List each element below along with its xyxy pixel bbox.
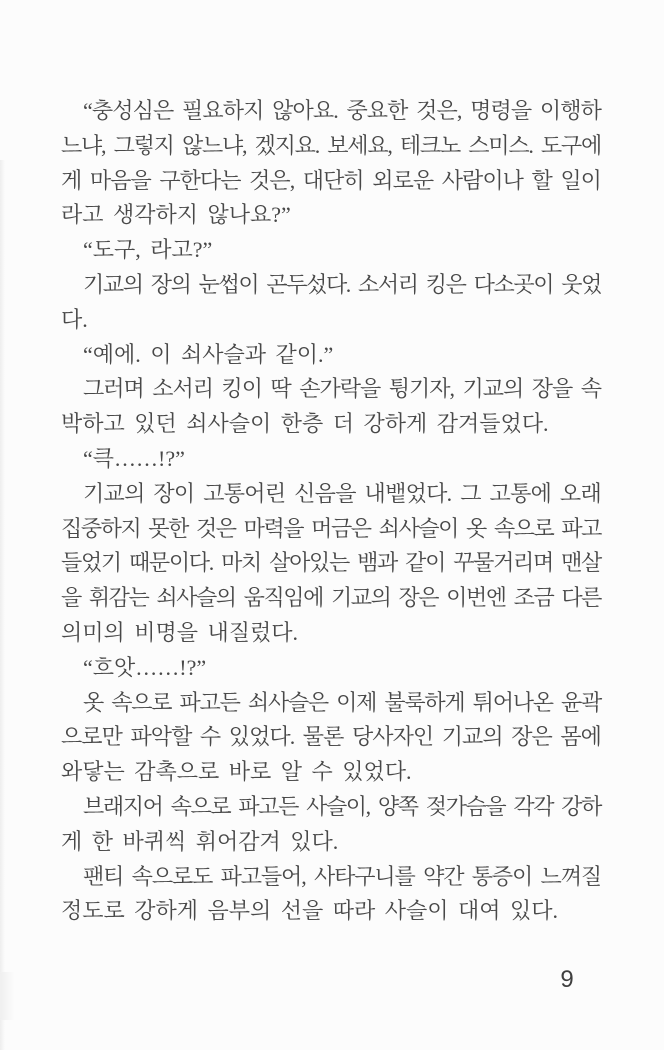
text-line-content: 들었기 때문이다. 마치 살아있는 뱀과 같이 꾸물거리며 맨살: [61, 550, 601, 576]
text-line-content: 와닿는 감촉으로 바로 알 수 있었다.: [61, 759, 412, 785]
page-text: [61, 94, 601, 929]
text-line-content: 으로만 파악할 수 있었다. 물론 당사자인 기교의 장은 몸에: [61, 724, 601, 750]
text-line: [61, 686, 601, 721]
text-line-content: 게 마음을 구한다는 것은, 대단히 외로운 사람이나 할 일이: [61, 167, 601, 193]
text-line-content: “큭……!?”: [83, 445, 185, 471]
text-line: [61, 581, 601, 616]
text-line-content: 라고 생각하지 않나요?”: [61, 202, 291, 228]
text-line: [61, 164, 601, 199]
text-line: [61, 477, 601, 512]
text-line-content: 팬티 속으로도 파고들어, 사타구니를 약간 통증이 느껴질: [83, 863, 601, 889]
page-number: 9: [560, 966, 574, 993]
text-line: [61, 372, 601, 407]
text-line-content: “충성심은 필요하지 않아요. 중요한 것은, 명령을 이행하: [83, 98, 601, 123]
text-line: [61, 338, 601, 373]
text-line-content: “예에. 이 쇠사슬과 같이.”: [83, 341, 334, 367]
text-line: [61, 720, 601, 755]
text-line: [61, 755, 601, 790]
text-line-content: 기교의 장의 눈썹이 곤두섰다. 소서리 킹은 다소곳이 웃었: [83, 271, 601, 297]
text-line: [61, 825, 601, 860]
text-line-content: 정도로 강하게 음부의 선을 따라 사슬이 대여 있다.: [61, 898, 559, 924]
text-line: [61, 198, 601, 233]
text-line: [61, 546, 601, 581]
text-line-content: “도구, 라고?”: [83, 237, 213, 263]
text-line: [61, 442, 601, 477]
scan-artifact-left-edge: [0, 160, 5, 1050]
text-line-content: 게 한 바퀴씩 휘어감겨 있다.: [61, 828, 339, 854]
text-line: [61, 129, 601, 164]
text-line: [61, 303, 601, 338]
text-line: [61, 616, 601, 651]
text-line: [61, 860, 601, 895]
text-line: [61, 407, 601, 442]
text-line: [61, 790, 601, 825]
text-line-content: 의미의 비명을 내질렀다.: [61, 619, 299, 645]
text-line-content: “흐앗……!?”: [83, 654, 207, 680]
text-line: [61, 233, 601, 268]
text-line-content: 옷 속으로 파고든 쇠사슬은 이제 불룩하게 튀어나온 윤곽: [83, 689, 601, 715]
text-line: [61, 651, 601, 686]
text-line-content: 브래지어 속으로 파고든 사슬이, 양쪽 젖가슴을 각각 강하: [83, 793, 601, 819]
text-line: [61, 512, 601, 547]
text-line-content: 다.: [61, 306, 88, 332]
scan-artifact-bottom-left: [0, 972, 15, 1020]
text-line-content: 기교의 장이 고통어린 신음을 내뱉었다. 그 고통에 오래: [83, 480, 601, 506]
text-line-content: 박하고 있던 쇠사슬이 한층 더 강하게 감겨들었다.: [61, 411, 549, 437]
text-line: [61, 94, 601, 129]
text-line-content: 그러며 소서리 킹이 딱 손가락을 튕기자, 기교의 장을 속: [83, 376, 601, 402]
text-line-content: 느냐, 그렇지 않느냐, 겠지요. 보세요, 테크노 스미스. 도구에: [61, 132, 601, 158]
text-line-content: 집중하지 못한 것은 마력을 머금은 쇠사슬이 옷 속으로 파고: [61, 515, 601, 541]
text-line: [61, 894, 601, 929]
text-line: [61, 268, 601, 303]
text-line-content: 을 휘감는 쇠사슬의 움직임에 기교의 장은 이번엔 조금 다른: [61, 585, 601, 611]
